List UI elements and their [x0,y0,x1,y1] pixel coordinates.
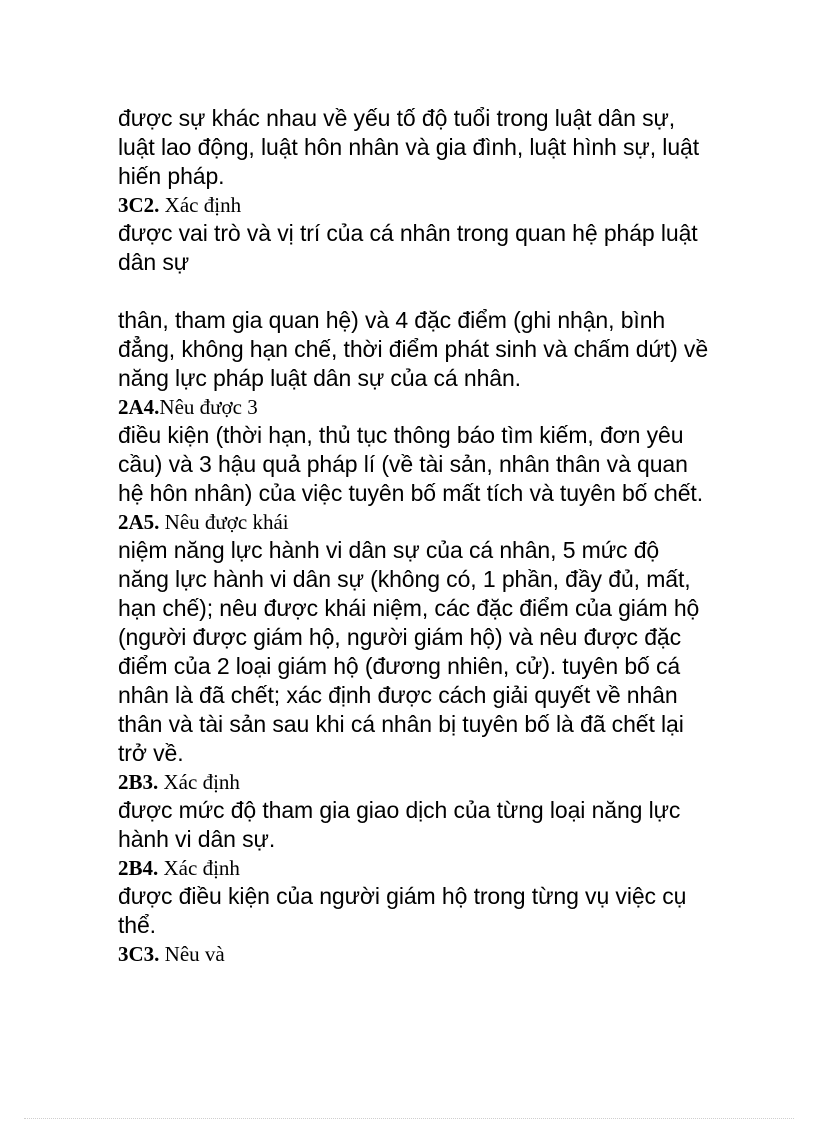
heading-2b3 [118,768,708,796]
paragraph-guardian-conditions: được điều kiện của người giám hộ trong từng vụ việc cụ thể. [118,883,687,938]
heading-3c3 [118,940,708,968]
heading-text: Nêu được khái [159,510,289,534]
page-bottom-divider [24,1118,794,1119]
heading-text: Nêu và [159,942,225,966]
heading-3c2 [118,191,708,219]
heading-2a4 [118,393,708,421]
heading-code: 2B3. [118,770,159,794]
heading-text: Nêu được 3 [159,395,258,419]
heading-2b4 [118,854,708,882]
paragraph-role-position: được vai trò và vị trí của cá nhân trong quan hệ pháp luật dân sự [118,220,698,275]
paragraph-age-differences: được sự khác nhau về yếu tố độ tuổi trong luật dân sự, luật lao động, luật hôn nhân và gia đình, luật hình sự, luật hiến pháp. [118,105,699,189]
document-body [118,104,708,968]
heading-text: Xác định [159,193,242,217]
heading-code: 3C2. [118,193,160,217]
heading-text: Xác định [158,770,240,794]
heading-text: Xác định [158,856,240,880]
heading-code: 2A5. [118,510,160,534]
heading-2a5 [118,508,708,536]
paragraph-legal-capacity: thân, tham gia quan hệ) và 4 đặc điểm (ghi nhận, bình đẳng, không hạn chế, thời điểm phát sinh và chấm dứt) về năng lực pháp luật dân sự của cá nhân. [118,307,709,391]
paragraph-missing-declaration: điều kiện (thời hạn, thủ tục thông báo tìm kiếm, đơn yêu cầu) và 3 hậu quả pháp lí (về tài sản, nhân thân và quan hệ hôn nhân) của việc tuyên bố mất tích và tuyên bố chết. [118,422,704,506]
paragraph-gap [118,277,708,306]
heading-code: 2B4. [118,856,159,880]
paragraph-transaction-level: được mức độ tham gia giao dịch của từng loại năng lực hành vi dân sự. [118,797,681,852]
heading-code: 2A4. [118,395,160,419]
paragraph-civil-act-capacity: niệm năng lực hành vi dân sự của cá nhân, 5 mức độ năng lực hành vi dân sự (không có, 1 phần, đầy đủ, mất, hạn chế); nêu được khái niệm, các đặc điểm của giám hộ (người được giám hộ, người giám hộ) và nêu được đặc điểm của 2 loại giám hộ (đương nhiên, cử). tuyên bố cá nhân là đã chết; xác định được cách giải quyết về nhân thân và tài sản sau khi cá nhân bị tuyên bố là đã chết lại trở về. [118,537,700,766]
heading-code: 3C3. [118,942,160,966]
